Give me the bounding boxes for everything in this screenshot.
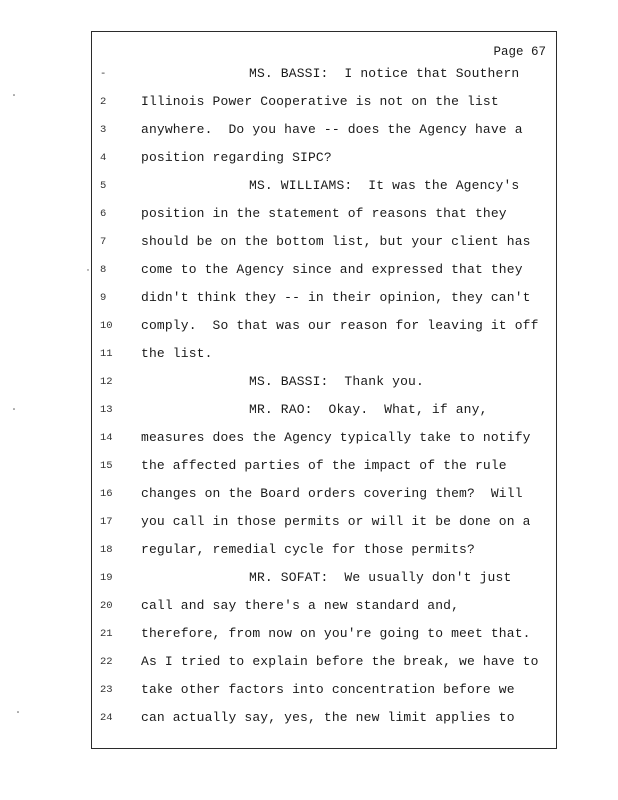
transcript-line: the list. [141,346,213,361]
line-number: 23 [100,684,113,696]
line-number: 20 [100,600,113,612]
transcript-line: didn't think they -- in their opinion, they can't [141,290,531,305]
scan-speck [13,94,15,96]
transcript-line: you call in those permits or will it be done on a [141,514,531,529]
line-number: 18 [100,544,113,556]
transcript-line: MS. WILLIAMS: It was the Agency's [249,178,520,193]
transcript-line: MR. SOFAT: We usually don't just [249,570,512,585]
transcript-line: can actually say, yes, the new limit applies to [141,710,515,725]
scan-speck [17,711,19,713]
line-number: - [100,68,107,80]
transcript-line: therefore, from now on you're going to meet that. [141,626,531,641]
scan-speck [87,269,88,270]
line-number: 2 [100,96,107,108]
line-number: 17 [100,516,113,528]
line-number: 14 [100,432,113,444]
transcript-line: position in the statement of reasons that they [141,206,507,221]
line-number: 24 [100,712,113,724]
transcript-line: position regarding SIPC? [141,150,332,165]
transcript-line: MS. BASSI: I notice that Southern [249,66,520,81]
transcript-line: MS. BASSI: Thank you. [249,374,424,389]
transcript-line: MR. RAO: Okay. What, if any, [249,402,488,417]
line-number: 9 [100,292,107,304]
line-number: 22 [100,656,113,668]
transcript-line: As I tried to explain before the break, we have to [141,654,539,669]
transcript-line: comply. So that was our reason for leaving it off [141,318,539,333]
scan-speck [13,408,15,410]
line-number: 7 [100,236,107,248]
line-number: 8 [100,264,107,276]
transcript-page-frame [91,31,557,749]
transcript-line: regular, remedial cycle for those permits? [141,542,475,557]
line-number: 10 [100,320,113,332]
line-number: 4 [100,152,107,164]
transcript-line: should be on the bottom list, but your client has [141,234,531,249]
line-number: 15 [100,460,113,472]
line-number: 19 [100,572,113,584]
line-number: 21 [100,628,113,640]
transcript-line: the affected parties of the impact of the rule [141,458,507,473]
transcript-line: call and say there's a new standard and, [141,598,460,613]
transcript-line: come to the Agency since and expressed that they [141,262,523,277]
line-number: 5 [100,180,107,192]
line-number: 13 [100,404,113,416]
line-number: 16 [100,488,113,500]
transcript-line: changes on the Board orders covering them? Will [141,486,523,501]
transcript-line: measures does the Agency typically take to notify [141,430,531,445]
line-number: 12 [100,376,113,388]
transcript-line: Illinois Power Cooperative is not on the list [141,94,499,109]
page-number: Page 67 [493,45,546,59]
line-number: 6 [100,208,107,220]
transcript-line: anywhere. Do you have -- does the Agency have a [141,122,523,137]
line-number: 3 [100,124,107,136]
line-number: 11 [100,348,113,360]
transcript-line: take other factors into concentration before we [141,682,515,697]
